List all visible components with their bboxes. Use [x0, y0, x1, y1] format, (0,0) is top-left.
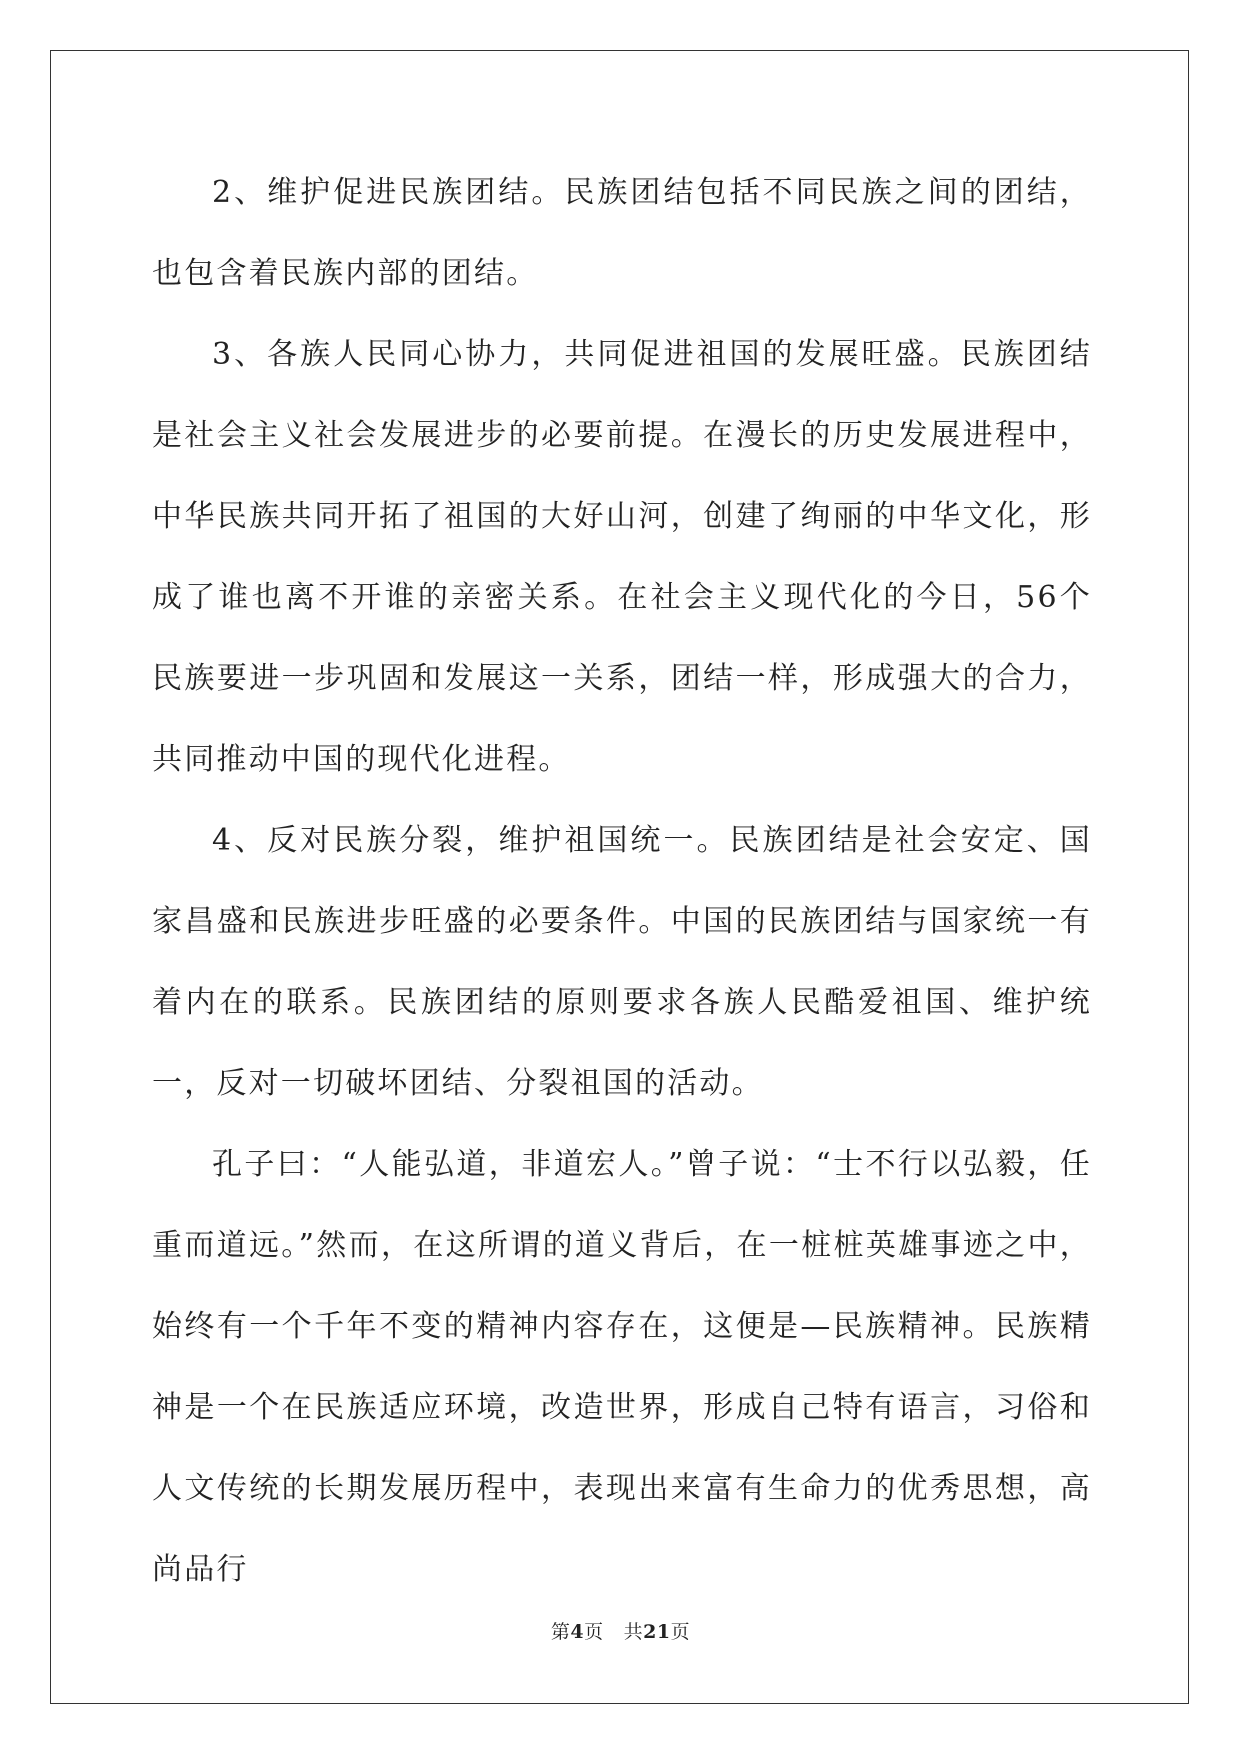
total-prefix: 共: [623, 1621, 644, 1643]
document-body: [152, 152, 1092, 1610]
page-number: 4: [570, 1621, 585, 1643]
page-prefix: 第: [550, 1621, 571, 1643]
total-suffix: 页: [670, 1621, 691, 1643]
total-pages: 21: [643, 1621, 671, 1643]
paragraph-2: 2、维护促进民族团结。民族团结包括不同民族之间的团结，也包含着民族内部的团结。: [152, 175, 1092, 291]
paragraph-4: 4、反对民族分裂，维护祖国统一。民族团结是社会安定、国家昌盛和民族进步旺盛的必要条件。中国的民族团结与国家统一有着内在的联系。民族团结的原则要求各族人民酷爱祖国、维护统一，反对一切破坏团结、分裂祖国的活动。: [152, 823, 1092, 1101]
paragraph-3: 3、各族人民同心协力，共同促进祖国的发展旺盛。民族团结是社会主义社会发展进步的必要前提。在漫长的历史发展进程中，中华民族共同开拓了祖国的大好山河，创建了绚丽的中华文化，形成了谁也离不开谁的亲密关系。在社会主义现代化的今日，56个民族要进一步巩固和发展这一关系，团结一样，形成强大的合力，共同推动中国的现代化进程。: [152, 337, 1092, 777]
page-suffix: 页: [584, 1621, 604, 1643]
paragraph-confucius: 孔子曰：“人能弘道，非道宏人。”曾子说：“士不行以弘毅，任重而道远。”然而，在这所谓的道义背后，在一桩桩英雄事迹之中，始终有一个千年不变的精神内容存在，这便是—民族精神。民族精神是一个在民族适应环境，改造世界，形成自己特有语言，习俗和人文传统的长期发展历程中，表现出来富有生命力的优秀思想，高尚品行: [152, 1147, 1092, 1587]
page-footer: [0, 1617, 1241, 1644]
